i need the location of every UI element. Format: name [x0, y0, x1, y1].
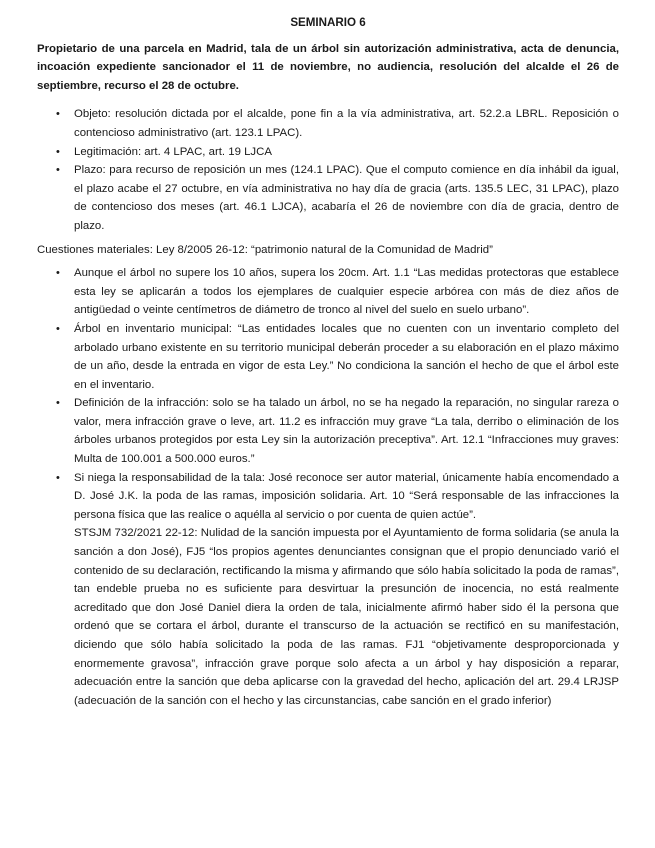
list-item-text: Aunque el árbol no supere los 10 años, supera los 20cm. Art. 1.1 “Las medidas protectoras que establece esta ley se aplicarán a todos los ejemplares de cualquier especie arbórea con más de diez años de antigüedad o veinte centímetros de diámetro de tronco al nivel del suelo en suelo urbano”.: [74, 267, 619, 317]
list-item: [37, 143, 619, 162]
list-item: [37, 161, 619, 235]
list-item-text: Si niega la responsabilidad de la tala: José reconoce ser autor material, únicamente había encomendado a D. José J.K. la poda de las ramas, imposición solidaria. Art. 10 “Será responsable de las infracciones la persona física que las realice o aquélla al servicio o por cuenta de quien actúe”.: [74, 471, 619, 521]
list-item-text: Legitimación: art. 4 LPAC, art. 19 LJCA: [74, 145, 272, 158]
court-ruling-paragraph: STSJM 732/2021 22-12: Nulidad de la sanción impuesta por el Ayuntamiento de forma solidaria (se anula la sanción a don José), FJ5 “los propios agentes denunciantes consignan que el propio denunciado varió el contenido de su declaración, rectificando la misma y afirmando que sólo había solicitado la poda de ramas”, tan endeble prueba no es suficiente para desvirtuar la presunción de inocencia, no está realmente acreditado que don José Daniel diera la orden de tala, inicialmente afirmó haber sido él la persona que ordenó que se cortara el árbol, durante el transcurso de la actuación se rectificó en su manifestación, diciendo que sólo había solicitado la poda de las ramas. FJ1 “objetivamente desproporcionada y enormemente gravosa”, infracción grave porque solo afecta a un árbol y hay disposición a reparar, adecuación entre la sanción que deba aplicarse con la gravedad del hecho, aplicación del art. 29.4 LRJSP (adecuación de la sanción con el hecho y las circunstancias, cabe sanción en el grado inferior): [74, 527, 619, 707]
list-item: [37, 264, 619, 320]
document-title: SEMINARIO 6: [290, 16, 366, 29]
list-item: [37, 469, 619, 711]
case-statement: Propietario de una parcela en Madrid, tala de un árbol sin autorización administrativa, acta de denuncia, incoación expediente sancionador el 11 de noviembre, no audiencia, resolución del alcalde el 26 de septiembre, recurso el 28 de octubre.: [37, 42, 619, 92]
bullet-icon: •: [56, 471, 60, 484]
material-issues-heading: Cuestiones materiales: Ley 8/2005 26-12: “patrimonio natural de la Comunidad de Madrid”: [37, 243, 493, 256]
bullet-icon: •: [56, 397, 60, 410]
list-item-text: Árbol en inventario municipal: “Las entidades locales que no cuenten con un inventario completo del arbolado urbano existente en su territorio municipal deberán proceder a su elaboración en el plazo máximo de un año, desde la entrada en vigor de esta Ley.” No condiciona la sanción el hecho de que el árbol este en el inventario.: [74, 322, 619, 391]
list-item: [37, 394, 619, 468]
bullet-icon: •: [56, 108, 60, 121]
document-page: [37, 14, 619, 710]
procedural-list: [37, 105, 619, 235]
list-item: [37, 320, 619, 394]
bullet-icon: •: [56, 145, 60, 158]
bullet-icon: •: [56, 164, 60, 177]
material-list: [37, 264, 619, 710]
bullet-icon: •: [56, 267, 60, 280]
list-item: [37, 105, 619, 142]
list-item-text: Definición de la infracción: solo se ha talado un árbol, no se ha negado la reparación, no singular rareza o valor, mera infracción grave o leve, art. 11.2 es infracción muy grave “La tala, derribo o eliminación de los árboles urbanos protegidos por esta Ley sin la autorización preceptiva”. Art. 12.1 “Infracciones muy graves: Multa de 100.001 a 500.000 euros.”: [74, 397, 619, 466]
bullet-icon: •: [56, 322, 60, 335]
list-item-text: Plazo: para recurso de reposición un mes (124.1 LPAC). Que el computo comience en día inhábil da igual, el plazo acabe el 27 octubre, en vía administrativa no hay día de gracia (arts. 135.5 LEC, 31 LPAC), plazo de contencioso dos meses (art. 46.1 LJCA), acabaría el 26 de noviembre con día de gracia, dentro de plazo.: [74, 164, 619, 232]
list-item-text: Objeto: resolución dictada por el alcalde, pone fin a la vía administrativa, art. 52.2.a LBRL. Reposición o contencioso administrativo (art. 123.1 LPAC).: [74, 108, 619, 139]
